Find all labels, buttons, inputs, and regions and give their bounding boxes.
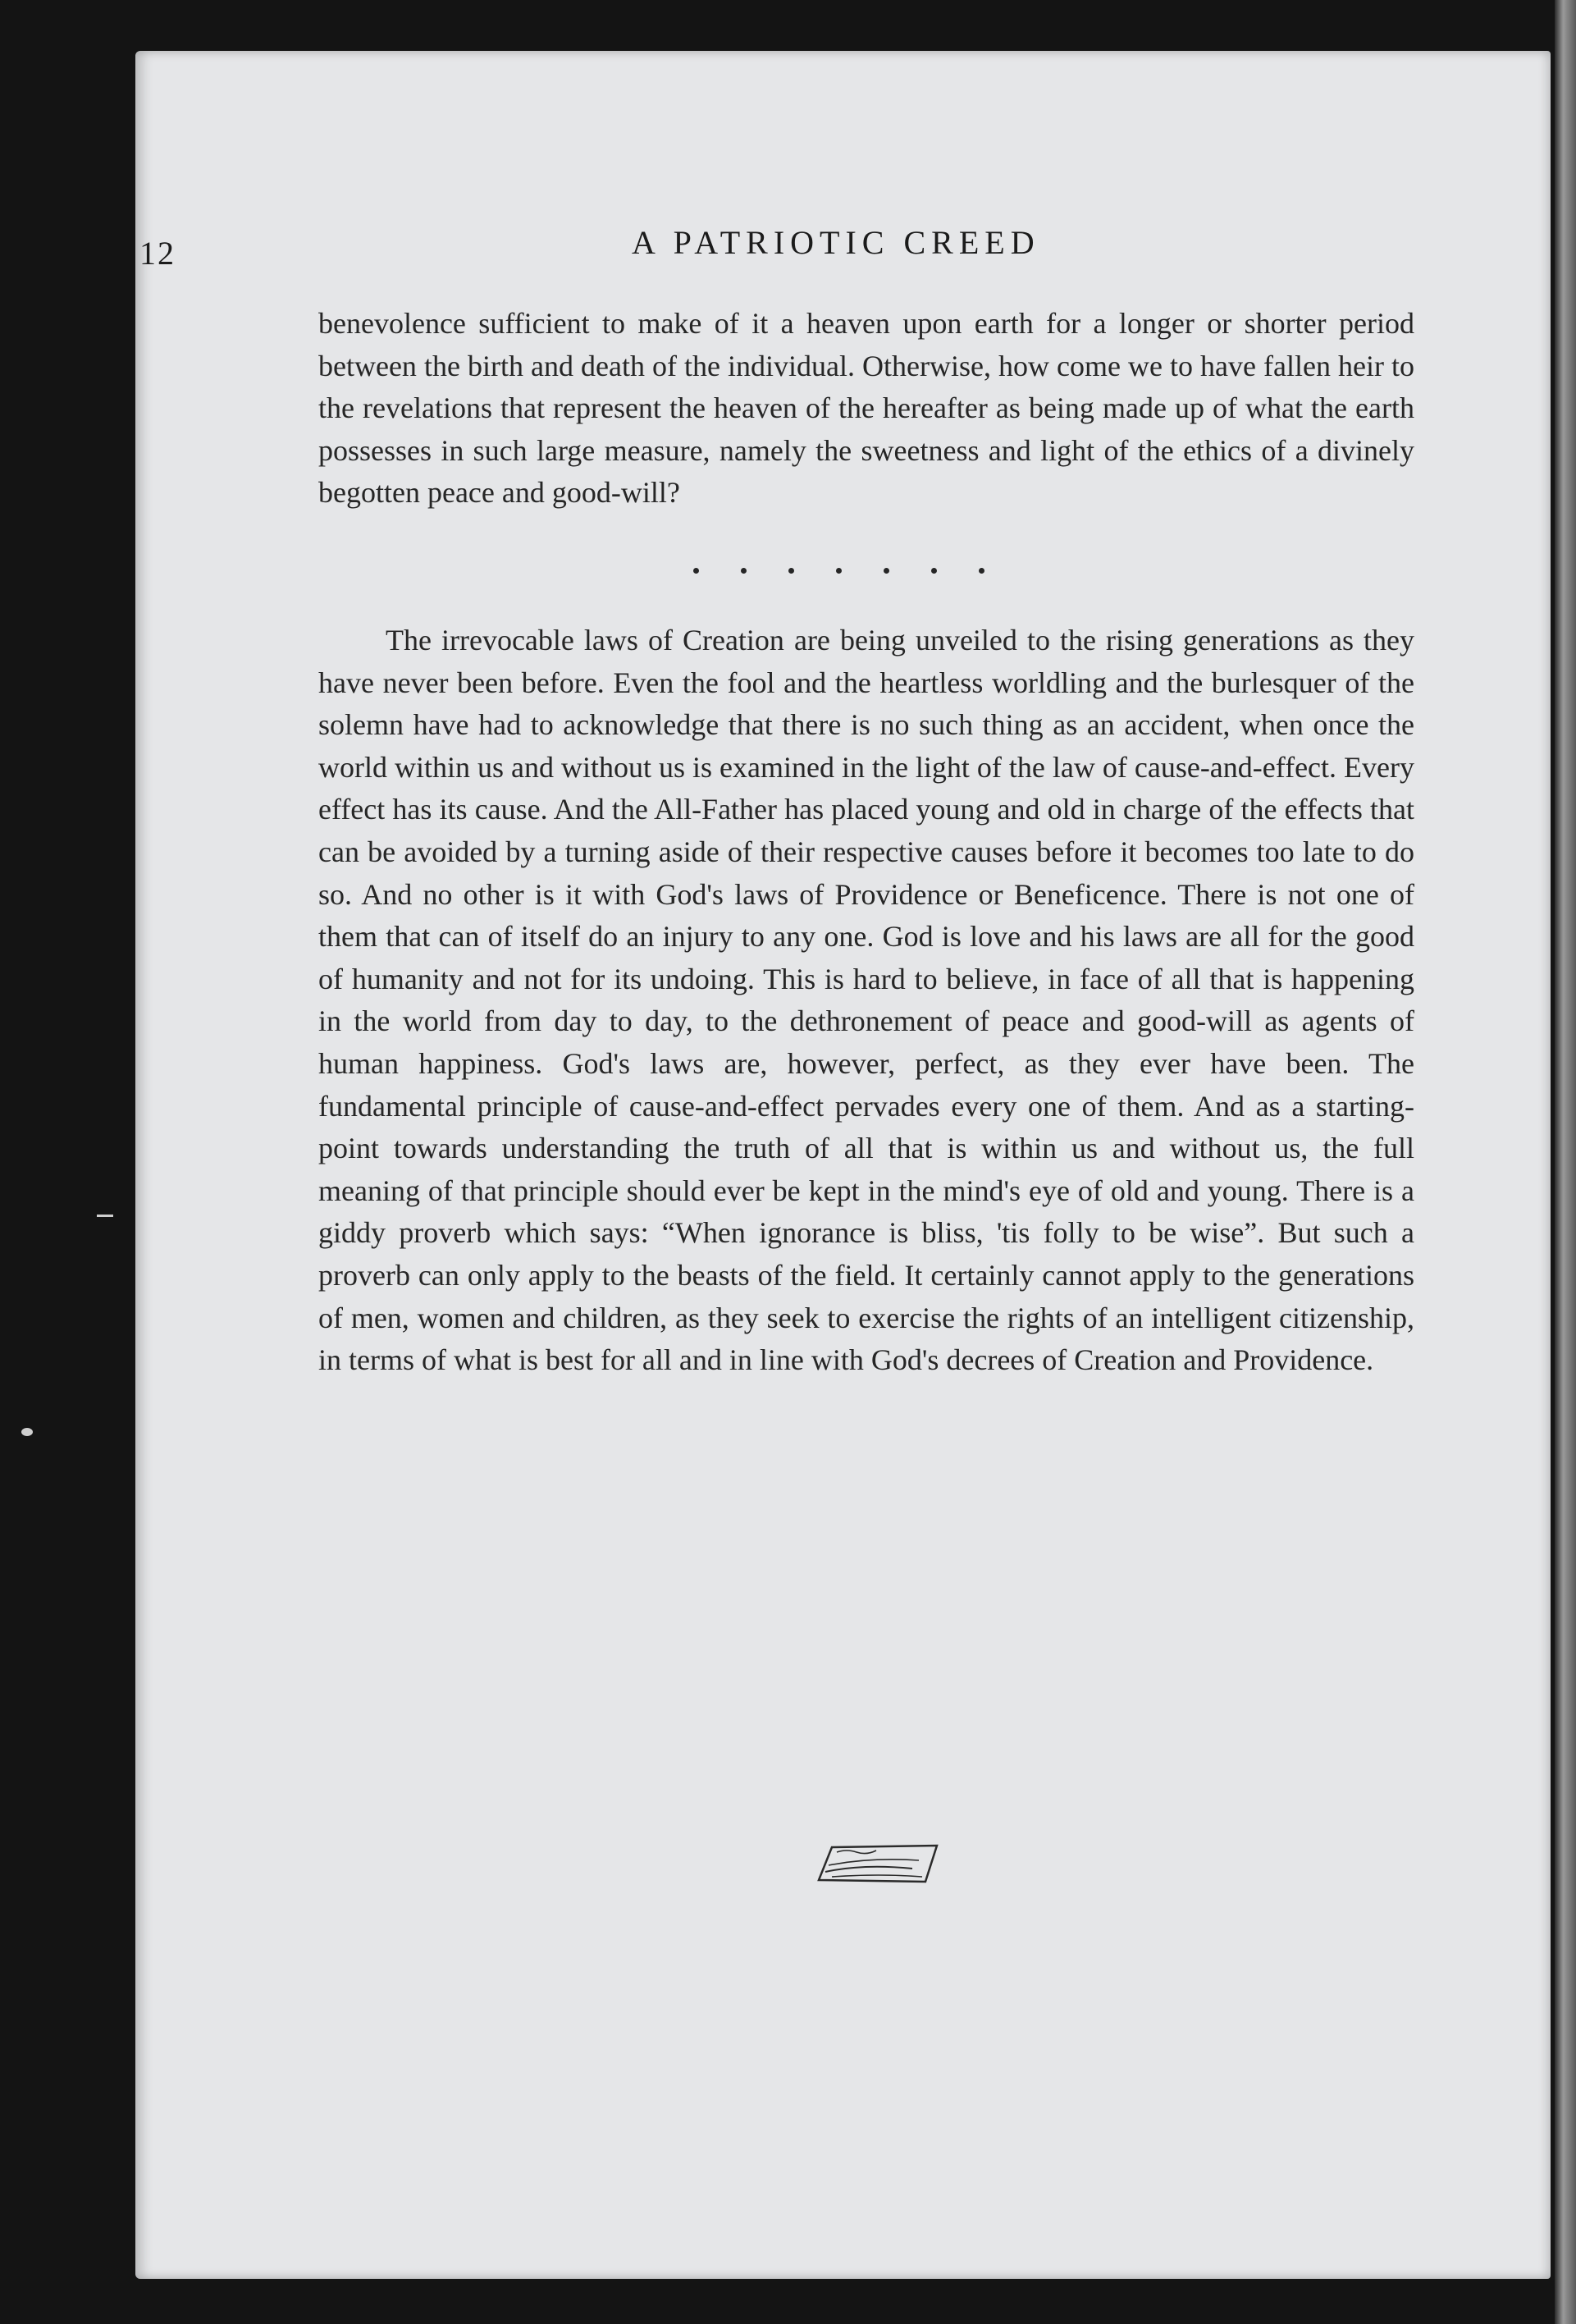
book-edge (1555, 0, 1576, 2324)
scan-artifact (21, 1428, 33, 1436)
tailpiece-ornament-icon (814, 1841, 942, 1890)
paragraph-main: The irrevocable laws of Creation are being unveiled to the rising generations as they have never been before. Even the fool and the heartless worldling and the burlesquer of the solemn have had to acknowledge that there is no such thing as an accident, when once the world within us and without us is examined in the light of the law of cause-and-effect. Every effect has its cause. And the All-Father has placed young and old in charge of the effects that can be avoided by a turning aside of their respective causes before it becomes too late to do so. And no other is it with God's laws of Providence or Beneficence. There is not one of them that can of itself do an injury to any one. God is love and his laws are all for the good of humanity and not for its undoing. This is hard to believe, in face of all that is happening in the world from day to day, to the dethronement of peace and good-will as agents of human happiness. God's laws are, however, perfect, as they ever have been. The fundamental principle of cause-and-effect pervades every one of them. And as a starting-point towards understanding the truth of all that is within us and without us, the full meaning of that principle should ever be kept in the mind's eye of old and young. There is a giddy proverb which says: “When ignorance is bliss, 'tis folly to be wise”. But such a proverb can only apply to the beasts of the field. It certainly cannot apply to the generations of men, women and children, as they seek to exercise the rights of an intelligent citizenship, in terms of what is best for all and in line with God's decrees of Creation and Providence. (318, 624, 1414, 1377)
paragraph-continuation: benevolence sufficient to make of it a heaven upon earth for a longer or shorter period between the birth and death of the individual. Otherwise, how come we to have fallen heir to the revelations that represent the heaven of the hereafter as being made up of what the earth possesses in such large measure, namely the sweetness and light of the ethics of a divinely begotten peace and good-will? (318, 307, 1414, 510)
dotted-separator-icon (693, 558, 1021, 591)
running-head: A PATRIOTIC CREED (632, 224, 1040, 261)
scan-artifact (97, 1215, 113, 1217)
page-number: 12 (139, 235, 176, 272)
